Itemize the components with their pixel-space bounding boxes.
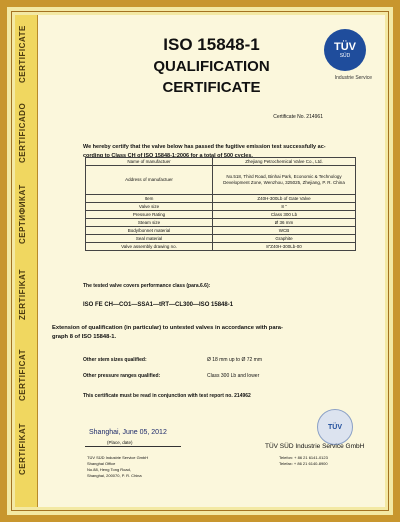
- extension-line-1: Extension of qualification (in particular) to untested valves in accordance with para-: [52, 325, 283, 331]
- table-value: 8 ": [213, 203, 356, 211]
- pressure-ranges-label: Other pressure ranges qualified:: [83, 373, 161, 379]
- side-band-word: CERTIFIKAT: [18, 423, 27, 475]
- table-value: Z40H-300Lb of Gate Valve: [213, 195, 356, 203]
- title-standard: ISO 15848-1: [163, 35, 260, 54]
- side-band-word: СЕРТИФИКАТ: [18, 184, 27, 244]
- stem-sizes-label: Other stem sizes qualified:: [83, 357, 147, 363]
- place-date: Shanghai, June 05, 2012: [89, 429, 167, 436]
- seal-text: TÜV: [328, 423, 342, 431]
- office-line: TÜV SÜD Industrie Service GmbH: [87, 455, 149, 460]
- stamp-seal-icon: [317, 409, 353, 445]
- table-value: WCB: [213, 227, 356, 235]
- table-label: Name of manufactuer: [86, 158, 213, 166]
- fax-row: [279, 461, 328, 467]
- table-row: [86, 235, 356, 243]
- table-label: Item: [86, 195, 213, 203]
- table-row: [86, 211, 356, 219]
- title-certificate: CERTIFICATE: [162, 79, 261, 96]
- performance-heading: The tested valve covers performance class (para.6.6):: [83, 283, 211, 289]
- issuer-name: TÜV SÜD Industrie Service GmbH: [265, 443, 365, 450]
- stem-sizes-value: Ø 18 mm up to Ø 72 mm: [207, 357, 263, 363]
- table-row: [86, 243, 356, 251]
- intro-line-1: We hereby certify that the valve below has passed the fugitive emission test successfully ac-: [83, 144, 326, 150]
- extension-line-2: graph 8 of ISO 15848-1.: [52, 334, 117, 340]
- table-value: 8"Z40H-300Lb-00: [213, 243, 356, 251]
- side-band-word: CERTIFICATE: [18, 25, 27, 83]
- office-line: Shanghai, 200070, P. R. China: [87, 473, 142, 478]
- office-line: No.88, Heng Tong Road,: [87, 467, 131, 472]
- table-row: [86, 158, 356, 166]
- table-label: Valve assembly drawing no.: [86, 243, 213, 251]
- contact-numbers: [279, 455, 328, 467]
- logo-main-text: TÜV: [334, 40, 356, 53]
- table-label: Steam size: [86, 219, 213, 227]
- side-band: [15, 15, 38, 507]
- office-line: Shanghai Office: [87, 461, 116, 466]
- performance-class-code: ISO FE CH—CO1—SSA1—tRT—CL300—ISO 15848-1: [83, 302, 234, 308]
- logo-sub-text: SÜD: [339, 52, 351, 59]
- title-qualification: QUALIFICATION: [153, 58, 270, 75]
- intro-line-2: cording to Class CH of ISO 15848-1:2006 for a total of 500 cycles.: [83, 153, 253, 159]
- table-value: Class 300 Lb: [213, 211, 356, 219]
- telephone-value: + 86 21 6141-0123: [294, 455, 328, 460]
- office-address: [87, 455, 148, 479]
- tuv-logo-icon: [324, 29, 366, 71]
- table-value: Zhejiang Petrochemical Valve Co., Ltd.: [213, 158, 356, 166]
- table-value: Graphite: [213, 235, 356, 243]
- logo-caption: Industrie Service: [334, 75, 372, 81]
- telephone-label: Telefon:: [279, 455, 294, 460]
- pressure-ranges-value: Class 300 Lb and lower: [207, 373, 260, 379]
- side-band-word: CERTIFICAT: [18, 349, 27, 401]
- fax-value: + 86 21 6140-8900: [293, 461, 328, 466]
- table-label: Pressure Rating: [86, 211, 213, 219]
- fax-label: Telefax:: [279, 461, 293, 466]
- table-row: [86, 227, 356, 235]
- table-value: No.518, Third Road, Binhai Park, Economic & Technology Development Zone, Wenzhou, 325025, Zhejiang, P. R. China: [213, 166, 356, 195]
- side-band-word: CERTIFICADO: [18, 102, 27, 163]
- test-report-note: This certificate must be read in conjunction with test report no. 214962: [83, 393, 251, 399]
- place-date-caption: (Place, date): [107, 440, 133, 445]
- side-band-word: ZERTIFIKAT: [18, 268, 27, 320]
- place-date-divider: [85, 446, 181, 447]
- valve-info-table: [85, 157, 356, 251]
- table-label: Address of manufactuer: [86, 166, 213, 195]
- table-label: Body/bonnet material: [86, 227, 213, 235]
- table-row: [86, 219, 356, 227]
- table-label: Valve size: [86, 203, 213, 211]
- table-row: [86, 166, 356, 195]
- certificate-number: Certificate No. 214961: [273, 114, 323, 120]
- table-row: [86, 203, 356, 211]
- table-row: [86, 195, 356, 203]
- table-value: Ø 36 mm: [213, 219, 356, 227]
- table-label: Seal material: [86, 235, 213, 243]
